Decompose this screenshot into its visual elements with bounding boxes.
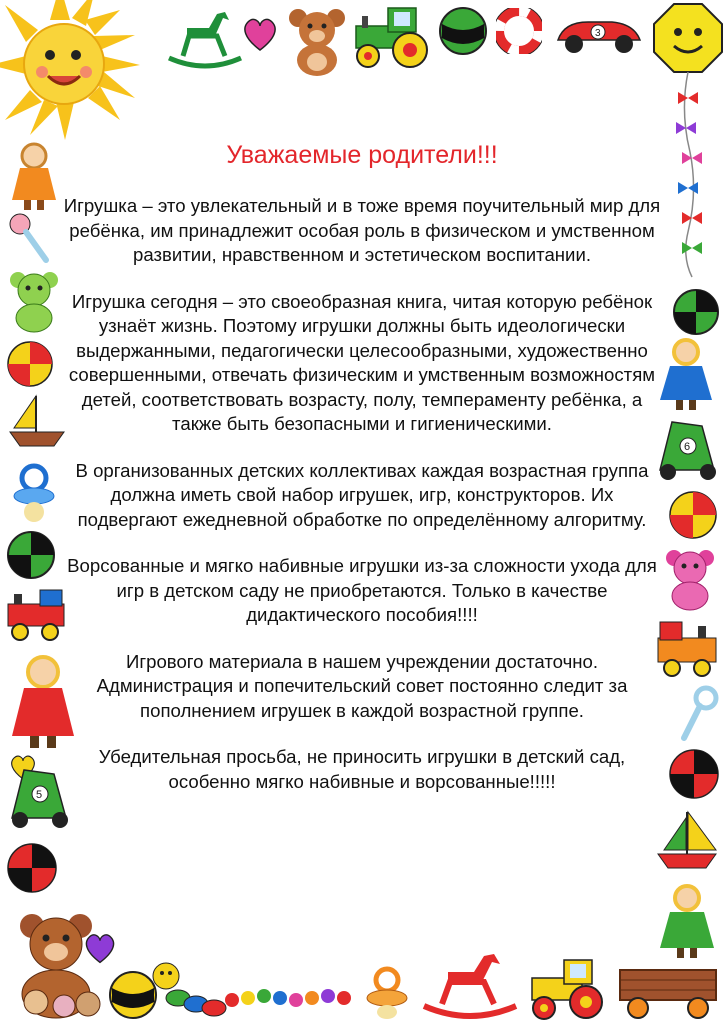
pacifier-icon	[8, 462, 60, 524]
notice-content	[58, 130, 666, 816]
notice-paragraph-5: Игрового материала в нашем учреждении достаточно. Администрация и попечительский совет постоянно следит за пополнением игрушек в каждой возрастной группе.	[96, 650, 628, 721]
bead-chain-icon	[222, 980, 352, 1016]
teddy-bear-icon	[6, 268, 62, 334]
svg-text:3: 3	[595, 28, 601, 39]
teddy-bear-icon	[282, 4, 352, 76]
toy-tractor-icon	[348, 4, 438, 70]
svg-text:5: 5	[36, 789, 43, 801]
notice-title: Уважаемые родители!!!	[226, 141, 498, 169]
notice-paragraph-6: Убедительная просьба, не приносить игрушки в детский сад, особенно мягко набивные и ворсованные!!!!!	[98, 746, 626, 792]
ball-icon	[6, 530, 56, 580]
notice-paragraph-4: Ворсованные и мягко набивные игрушки из-за сложности ухода для игр в детском саду не приобретаются. Только в качестве дидактического пособия!!!!	[67, 555, 657, 625]
heart-icon	[82, 930, 118, 966]
notice-paragraph-3: В организованных детских коллективах каждая возрастная группа должна иметь свой набор игрушек, игр, конструкторов. Их подвергают ежедневной обработке по определённому алгоритму.	[75, 459, 649, 530]
teddy-bear-icon	[660, 546, 720, 612]
wagon-icon	[614, 962, 722, 1022]
toy-boat-icon	[654, 808, 720, 876]
svg-text:6: 6	[684, 441, 691, 453]
notice-paragraph-2: Игрушка сегодня – это своеобразная книга, читая которую ребёнок узнаёт жизнь. Поэтому игрушки должны быть идеологически выдержанными, педагогически целесообразными, художественно совершенными, отвечать физическим и умственным возможностям детей, соответствовать возрасту, полу, темпераменту ребёнка, а также быть безопасными и гигиеническими.	[68, 290, 656, 434]
ball-icon	[438, 6, 488, 56]
sun-icon	[0, 0, 140, 140]
life-ring-icon	[496, 8, 542, 54]
ball-icon	[672, 288, 720, 336]
race-car-icon	[554, 10, 644, 58]
ball-icon	[668, 490, 718, 540]
heart-icon	[240, 14, 280, 54]
doll-icon	[656, 882, 718, 962]
ball-icon	[668, 748, 720, 800]
ball-icon	[6, 842, 58, 894]
toy-tractor-icon	[524, 956, 614, 1022]
ball-icon	[6, 340, 54, 388]
caterpillar-toy-icon	[150, 958, 228, 1022]
rattle-icon	[676, 684, 720, 744]
notice-paragraph-1: Игрушка – это увлекательный и в тоже время поучительный мир для ребёнка, им принадлежит особая роль в физическом и умственном развитии, нравственном и эстетическом воспитании.	[63, 195, 661, 265]
rocking-horse-icon	[165, 6, 245, 70]
rocking-horse-icon	[420, 950, 520, 1020]
pacifier-icon	[362, 966, 412, 1020]
doll-icon	[6, 140, 62, 212]
rattle-icon	[6, 210, 50, 264]
